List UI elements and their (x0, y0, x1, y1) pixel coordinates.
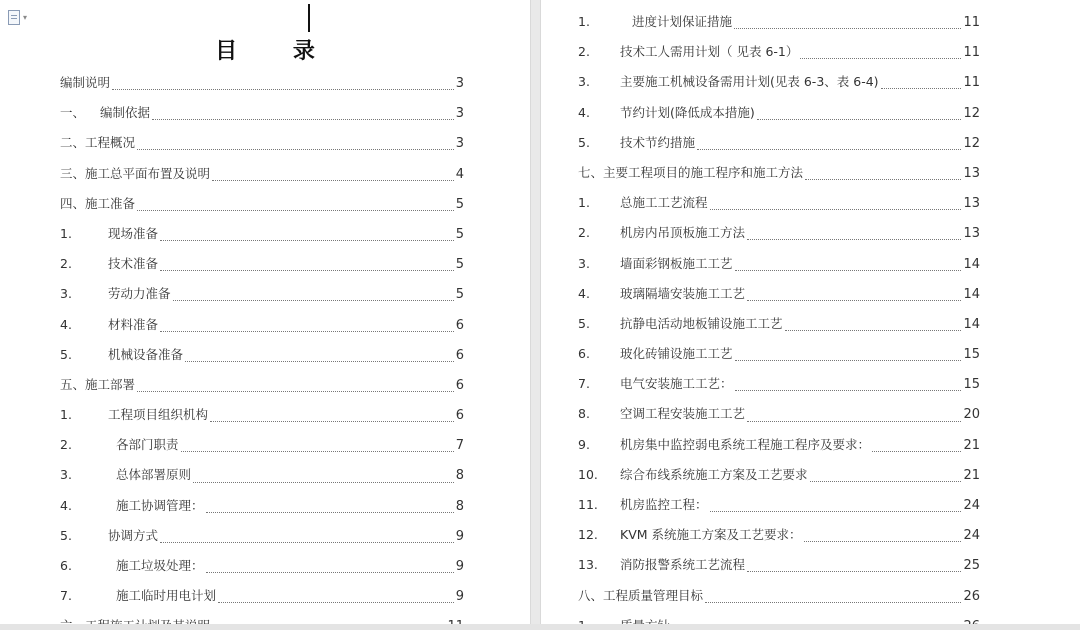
chevron-down-icon: ▾ (23, 12, 28, 22)
text-cursor (308, 4, 310, 32)
toc-entry[interactable] (60, 189, 464, 219)
toc-entry-number: 8. (578, 406, 590, 422)
toc-entry-text: 八、工程质量管理目标 (578, 587, 704, 603)
toc-entry[interactable] (578, 581, 980, 611)
toc-entry-text: 玻璃隔墙安装施工工艺 (620, 285, 746, 301)
toc-entry-text: 协调方式 (108, 527, 159, 543)
toc-entry-text: 总施工工艺流程 (620, 195, 708, 211)
toc-entry-text: 施工垃圾处理： (116, 558, 204, 573)
toc-page-number: 11 (963, 15, 980, 30)
toc-entry-text: 玻化砖铺设施工工艺 (620, 346, 733, 362)
toc-entry[interactable] (60, 128, 464, 158)
toc-entry-number: 5. (578, 134, 590, 150)
toc-entry[interactable] (60, 430, 464, 460)
toc-entry[interactable] (60, 249, 464, 279)
toc-leader-dots (206, 503, 454, 513)
toc-page-number: 14 (963, 286, 980, 302)
toc-entry-number: 3. (60, 467, 72, 483)
toc-page-number: 4 (455, 166, 464, 182)
toc-entry-text: 七、主要工程项目的施工程序和施工方法 (578, 164, 804, 180)
toc-entry-number: 13. (578, 557, 598, 573)
toc-entry[interactable] (578, 460, 980, 490)
toc-entry-text: 机房集中监控弱电系统工程施工程序及要求： (620, 436, 871, 452)
toc-entry[interactable] (578, 98, 980, 128)
toc-entry-number: 2. (60, 437, 72, 453)
toc-page-number: 8 (455, 468, 464, 484)
toc-leader-dots (747, 562, 961, 572)
toc-page-number: 6 (455, 317, 464, 333)
toc-entry-text: 机房监控工程： (620, 497, 708, 512)
toc-list-left (60, 68, 464, 630)
toc-entry-text: 施工协调管理： (116, 497, 204, 513)
toc-entry[interactable] (578, 128, 980, 158)
toc-entry-number: 3. (578, 74, 590, 90)
toc-entry[interactable] (60, 98, 464, 128)
toc-entry[interactable] (60, 340, 464, 370)
toc-leader-dots (804, 532, 962, 542)
toc-entry-number: 1. (578, 195, 590, 211)
toc-entry[interactable] (578, 67, 980, 97)
toc-entry[interactable] (60, 460, 464, 490)
toc-entry[interactable] (60, 219, 464, 249)
toc-leader-dots (805, 170, 961, 180)
toc-entry-number: 1. (60, 225, 72, 241)
toc-entry-number: 4. (578, 104, 590, 120)
toc-entry[interactable] (60, 581, 464, 611)
toc-page-number: 6 (455, 377, 464, 393)
toc-leader-dots (173, 291, 454, 301)
toc-entry-number: 4. (578, 285, 590, 301)
toc-leader-dots (735, 261, 962, 271)
toc-entry-number: 10. (578, 466, 598, 482)
toc-entry-text: 工程项目组织机构 (108, 407, 209, 423)
toc-page-number: 6 (455, 347, 464, 363)
toc-entry-number: 4. (60, 316, 72, 332)
toc-leader-dots (181, 442, 454, 452)
bottom-scroll-area[interactable] (0, 624, 1080, 630)
toc-leader-dots (705, 593, 961, 603)
toc-entry-text: 技术工人需用计划（ 见表 6-1） (620, 44, 799, 60)
toc-entry-text: 三、施工总平面布置及说明 (60, 165, 211, 181)
toc-leader-dots (112, 80, 454, 90)
toc-leader-dots (735, 351, 962, 361)
document-icon (8, 10, 20, 25)
toc-leader-dots (747, 291, 961, 301)
toc-entry[interactable] (60, 491, 464, 521)
toc-page-number: 15 (963, 347, 980, 363)
toc-page-number: 12 (963, 105, 980, 121)
toc-leader-dots (810, 472, 962, 482)
toc-entry[interactable] (60, 68, 464, 98)
toc-page-number: 13 (963, 165, 980, 181)
toc-entry[interactable] (578, 37, 980, 67)
toc-entry-text: 节约计划(降低成本措施) (620, 104, 755, 120)
toc-entry-text: 二、工程概况 (60, 135, 136, 151)
toc-entry[interactable] (60, 521, 464, 551)
toc-entry-text: 电气安装施工工艺： (620, 376, 733, 392)
toc-leader-dots (697, 140, 961, 150)
toc-leader-dots (160, 322, 454, 332)
toc-entry-number: 7. (578, 376, 590, 392)
toc-list-right (578, 7, 980, 630)
toc-leader-dots (218, 593, 454, 603)
toc-page-number: 14 (963, 316, 980, 332)
toc-entry[interactable] (578, 339, 980, 369)
toc-title: 目 录 (215, 38, 339, 64)
toc-leader-dots (193, 473, 454, 483)
toc-entry[interactable] (60, 310, 464, 340)
toc-entry-number: 2. (578, 225, 590, 241)
toc-entry-number: 一、 (60, 105, 86, 121)
toc-page-number: 5 (455, 257, 464, 273)
toc-entry-number: 12. (578, 527, 598, 543)
toc-entry-number: 6. (578, 346, 590, 362)
toc-leader-dots (210, 412, 454, 422)
toc-entry-text: 主要施工机械设备需用计划(见表 6-3、表 6-4) (620, 74, 879, 90)
toc-entry[interactable] (60, 279, 464, 309)
toc-entry-number: 2. (60, 256, 72, 272)
toc-leader-dots (785, 321, 962, 331)
toc-entry-text: 各部门职责 (116, 437, 179, 453)
toc-entry-number: 5. (60, 346, 72, 362)
toc-page-number: 20 (963, 407, 980, 423)
toc-page-number: 15 (963, 377, 980, 393)
toc-page-number: 25 (963, 558, 980, 574)
toc-leader-dots (212, 171, 454, 181)
toc-entry-number: 1. (60, 407, 72, 423)
toc-page-number: 8 (455, 498, 464, 514)
toc-leader-dots (137, 140, 454, 150)
toc-leader-dots (735, 381, 962, 391)
toc-entry-text: 现场准备 (108, 225, 159, 241)
toc-entry[interactable] (578, 309, 980, 339)
toc-page-number: 5 (455, 226, 464, 242)
toc-entry[interactable] (578, 490, 980, 520)
toc-entry-text: 消防报警系统工艺流程 (620, 557, 746, 573)
toc-leader-dots (152, 110, 454, 120)
toc-entry-text: 机械设备准备 (108, 346, 184, 362)
toc-entry-number: 3. (60, 286, 72, 302)
toc-page-number: 5 (455, 196, 464, 212)
toc-entry-number: 7. (60, 588, 72, 604)
toc-entry-text: 总体部署原则 (116, 467, 192, 483)
toc-page-number: 13 (963, 196, 980, 212)
toc-page-number: 5 (455, 287, 464, 303)
toc-page-number: 12 (963, 135, 980, 151)
toc-page-number: 24 (963, 528, 980, 544)
toc-entry-number: 5. (578, 315, 590, 331)
toc-page-number: 3 (455, 136, 464, 152)
toc-page-number: 3 (455, 106, 464, 122)
toc-leader-dots (747, 412, 961, 422)
toc-entry-text: 抗静电活动地板铺设施工工艺 (620, 315, 783, 331)
toc-entry-text: 技术准备 (108, 256, 159, 272)
toc-page-number: 7 (455, 438, 464, 454)
toc-leader-dots (137, 201, 454, 211)
toc-page-number: 21 (963, 437, 980, 453)
toc-page-number: 9 (455, 589, 464, 605)
toc-page-number: 11 (963, 75, 980, 91)
toc-entry[interactable] (60, 551, 464, 581)
toc-entry-text: 墙面彩钢板施工工艺 (620, 255, 733, 271)
toc-leader-dots (710, 502, 962, 512)
toc-entry[interactable] (578, 550, 980, 580)
toc-entry-text: KVM 系统施工方案及工艺要求： (620, 527, 802, 543)
toc-leader-dots (137, 382, 454, 392)
toc-entry[interactable] (60, 159, 464, 189)
toc-page-number: 3 (455, 76, 464, 91)
toc-entry[interactable] (578, 249, 980, 279)
toc-page-number: 11 (963, 45, 980, 61)
toc-page-number: 21 (963, 467, 980, 483)
toc-page-number: 13 (963, 226, 980, 242)
toc-entry[interactable] (578, 158, 980, 188)
toc-page-number: 26 (963, 588, 980, 604)
toc-leader-dots (747, 230, 961, 240)
toc-leader-dots (800, 49, 961, 59)
toc-entry-text: 机房内吊顶板施工方法 (620, 225, 746, 241)
toc-entry-number: 6. (60, 558, 72, 573)
toc-entry[interactable] (578, 399, 980, 429)
toc-entry[interactable] (578, 369, 980, 399)
toc-entry-text: 五、施工部署 (60, 376, 136, 392)
toc-entry-text: 技术节约措施 (620, 134, 696, 150)
toc-entry-number: 4. (60, 497, 72, 513)
toc-leader-dots (757, 110, 962, 120)
toc-page-number: 24 (963, 498, 980, 513)
toc-leader-dots (710, 200, 962, 210)
toc-entry-number: 11. (578, 497, 598, 512)
toc-entry-number: 9. (578, 436, 590, 452)
toc-entry-text: 综合布线系统施工方案及工艺要求 (620, 466, 808, 482)
toc-leader-dots (160, 533, 454, 543)
toc-entry-text: 编制依据 (100, 105, 151, 121)
right-page (540, 0, 1071, 630)
toc-entry-number: 3. (578, 255, 590, 271)
toc-entry[interactable] (578, 520, 980, 550)
toc-entry[interactable] (60, 370, 464, 400)
toc-entry-text: 编制说明 (60, 75, 111, 90)
toc-leader-dots (160, 261, 454, 271)
toc-entry-text: 四、施工准备 (60, 195, 136, 211)
toc-leader-dots (881, 79, 962, 89)
toc-leader-dots (872, 442, 961, 452)
toc-entry[interactable] (578, 279, 980, 309)
toc-entry[interactable] (578, 7, 980, 37)
toc-leader-dots (160, 231, 454, 241)
toc-entry[interactable] (578, 430, 980, 460)
toc-entry-number: 1. (578, 14, 590, 29)
toc-page-number: 6 (455, 408, 464, 424)
toc-leader-dots (185, 352, 454, 362)
toc-entry-number: 5. (60, 527, 72, 543)
toc-page-number: 9 (455, 559, 464, 574)
toc-entry-text: 劳动力准备 (108, 286, 171, 302)
toc-entry[interactable] (578, 218, 980, 248)
toc-leader-dots (734, 19, 961, 29)
toc-entry-text: 施工临时用电计划 (116, 588, 217, 604)
toc-entry-text: 空调工程安装施工工艺 (620, 406, 746, 422)
toc-page-number: 9 (455, 528, 464, 544)
toc-entry-text: 材料准备 (108, 316, 159, 332)
toc-page-number: 14 (963, 256, 980, 272)
toc-entry[interactable] (60, 400, 464, 430)
page-gap (531, 0, 540, 630)
left-page (0, 0, 531, 630)
document-menu-icon[interactable] (8, 9, 36, 25)
toc-entry[interactable] (578, 188, 980, 218)
toc-entry-text: 进度计划保证措施 (632, 14, 733, 29)
toc-leader-dots (206, 563, 454, 573)
toc-entry-number: 2. (578, 44, 590, 60)
